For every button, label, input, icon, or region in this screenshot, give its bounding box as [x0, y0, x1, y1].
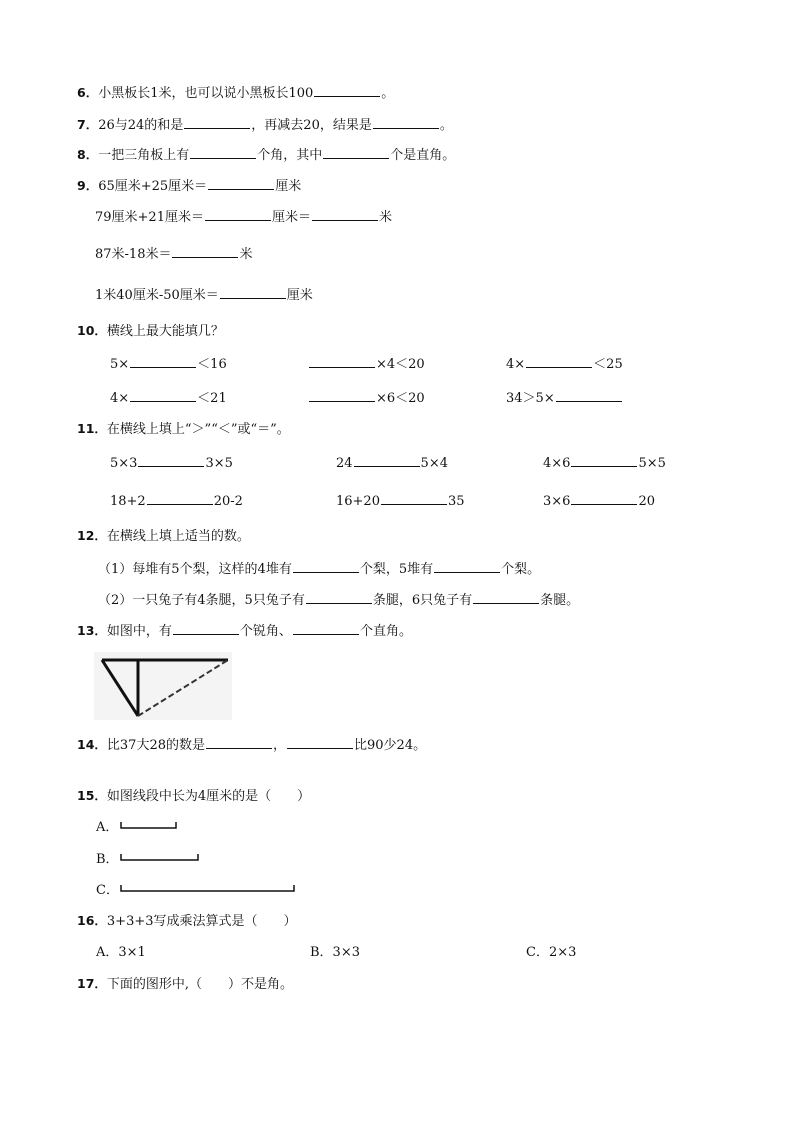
answer-blank[interactable] [172, 244, 238, 258]
question-number: 11． [77, 421, 107, 436]
q10-item: 4× ＜25 [506, 354, 623, 374]
answer-blank[interactable] [556, 388, 622, 402]
q11-item: 16+20 35 [336, 491, 465, 511]
answer-blank[interactable] [130, 388, 196, 402]
answer-blank[interactable] [571, 453, 637, 467]
option-a[interactable]: A．3×1 [96, 945, 146, 960]
question-10-title: 10．横线上最大能填几？ [77, 323, 224, 339]
question-8: 8．一把三角板上有 个角，其中 个是直角。 [77, 147, 456, 163]
answer-blank[interactable] [205, 207, 271, 221]
question-number: 10． [77, 323, 107, 338]
question-number: 8． [77, 147, 99, 162]
question-text: 小黑板长1米，也可以说小黑板长100 [98, 86, 314, 101]
q10-item: 5× ＜16 [110, 354, 227, 374]
question-number: 14． [77, 737, 107, 752]
q10-item: 4× ＜21 [110, 388, 227, 408]
answer-blank[interactable] [208, 176, 274, 190]
answer-blank[interactable] [287, 735, 353, 749]
answer-blank[interactable] [173, 621, 239, 635]
answer-blank[interactable] [309, 388, 375, 402]
answer-blank[interactable] [309, 354, 375, 368]
question-17: 17．下面的图形中,（ ）不是角。 [77, 976, 294, 992]
answer-blank[interactable] [354, 453, 420, 467]
q11-item: 18+2 20-2 [110, 491, 243, 511]
question-number: 12． [77, 528, 107, 543]
answer-blank[interactable] [184, 115, 250, 129]
answer-blank[interactable] [293, 559, 359, 573]
question-number: 9． [77, 178, 99, 193]
answer-blank[interactable] [130, 354, 196, 368]
segment-b-line [121, 854, 198, 860]
question-number: 6． [77, 85, 99, 100]
question-9-line-4: 1米40厘米-50厘米＝ 厘米 [95, 285, 313, 305]
question-12-title: 12．在横线上填上适当的数。 [77, 528, 250, 544]
q10-item: ×6＜20 [308, 388, 425, 408]
answer-blank[interactable] [206, 735, 272, 749]
answer-blank[interactable] [312, 207, 378, 221]
answer-blank[interactable] [473, 590, 539, 604]
option-b[interactable]: B．3×3 [310, 945, 360, 960]
question-11-title: 11．在横线上填上“＞”“＜”或“＝”。 [77, 421, 290, 437]
question-12-part-1: （1）每堆有5个梨，这样的4堆有 个梨，5堆有 个梨。 [98, 559, 540, 579]
answer-blank[interactable] [314, 83, 380, 97]
option-c[interactable]: C．2×3 [526, 945, 577, 960]
question-number: 15． [77, 788, 107, 803]
question-12-part-2: （2）一只兔子有4条腿，5只兔子有 条腿，6只兔子有 条腿。 [98, 590, 579, 610]
answer-blank[interactable] [147, 491, 213, 505]
q10-item: ×4＜20 [308, 354, 425, 374]
answer-blank[interactable] [373, 115, 439, 129]
question-13: 13．如图中，有 个锐角、 个直角。 [77, 623, 412, 639]
option-a-label[interactable]: A． [96, 820, 119, 835]
segment-b [120, 852, 202, 864]
answer-blank[interactable] [293, 621, 359, 635]
answer-blank[interactable] [381, 491, 447, 505]
question-number: 13． [77, 623, 107, 638]
answer-blank[interactable] [190, 145, 256, 159]
question-16: 16．3+3+3写成乘法算式是（ ） [77, 913, 297, 929]
segment-a-line [121, 822, 176, 828]
segment-a [120, 820, 180, 832]
answer-blank[interactable] [306, 590, 372, 604]
answer-blank[interactable] [571, 491, 637, 505]
answer-blank[interactable] [526, 354, 592, 368]
q11-item: 5×3 3×5 [110, 453, 233, 473]
q11-item: 4×6 5×5 [543, 453, 666, 473]
q11-item: 3×6 20 [543, 491, 655, 511]
angle-figure [94, 652, 232, 720]
option-c-label[interactable]: C． [96, 883, 119, 898]
question-number: 17． [77, 976, 107, 991]
answer-blank[interactable] [323, 145, 389, 159]
question-14: 14．比37大28的数是 ， 比90少24。 [77, 737, 427, 753]
answer-blank[interactable] [138, 453, 204, 467]
question-number: 7． [77, 117, 99, 132]
option-b-label[interactable]: B． [96, 852, 119, 867]
figure-background [94, 652, 232, 720]
answer-blank[interactable] [220, 285, 286, 299]
segment-c-line [121, 885, 294, 891]
q11-item: 24 5×4 [336, 453, 448, 473]
answer-blank[interactable] [434, 559, 500, 573]
question-9-line-3: 87米-18米＝ 米 [95, 244, 253, 264]
question-number: 16． [77, 913, 107, 928]
question-6: 6．小黑板长1米，也可以说小黑板长100 。 [77, 85, 395, 101]
q10-item: 34＞5× [506, 388, 623, 408]
question-7: 7．26与24的和是 ，再减去20，结果是 。 [77, 117, 453, 133]
segment-c [120, 883, 298, 895]
question-15: 15．如图线段中长为4厘米的是（ ） [77, 788, 311, 804]
question-9-line-1: 9．65厘米+25厘米＝ 厘米 [77, 178, 302, 194]
question-9-line-2: 79厘米+21厘米＝ 厘米＝ 米 [95, 207, 392, 227]
